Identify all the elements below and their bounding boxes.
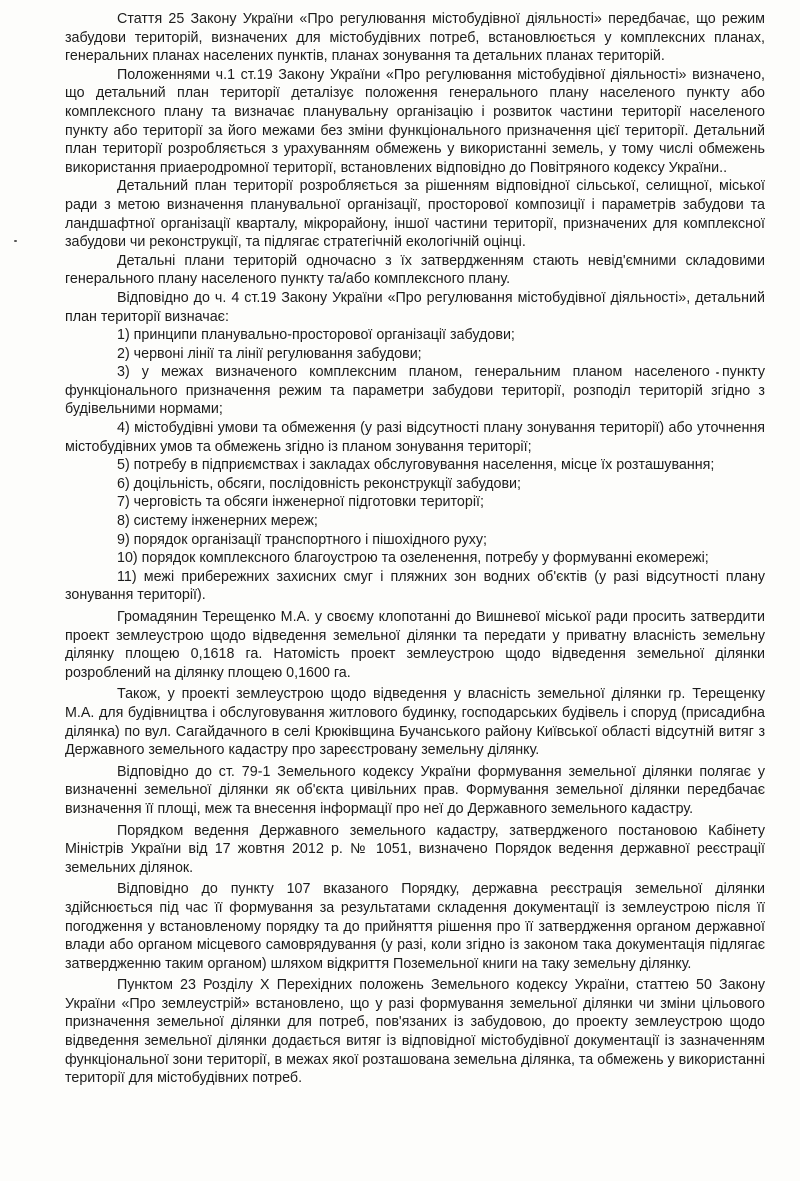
paragraph: Детальний план території розробляється за рішенням відповідної сільської, селищної, міської ради з метою визначення планувальної організації, просторової композиції і параметрів забудови та ландшафтної організації кварталу, мікрорайону, іншої частини території, призначених для комплексної забудови чи реконструкції, та підлягає стратегічній екологічній оцінці. bbox=[65, 178, 765, 251]
list-item: 10) порядок комплексного благоустрою та озеленення, потребу у формуванні екомережі; bbox=[117, 550, 709, 567]
document-body bbox=[65, 10, 765, 1088]
list-item: 4) містобудівні умови та обмеження (у разі відсутності плану зонування території) або уточнення містобудівних умов та обмежень згідно із планом зонування території; bbox=[65, 420, 765, 455]
list-item: 2) червоні лінії та лінії регулювання забудови; bbox=[117, 345, 422, 362]
paragraph: Відповідно до ст. 79-1 Земельного кодексу України формування земельної ділянки полягає у визначенні земельної ділянки як об'єкта цивільних прав. Формування земельної ділянки передбачає визначення її площі, меж та внесення інформації про неї до Державного земельного кадастру. bbox=[65, 763, 765, 817]
list-item: 1) принципи планувально-просторової організації забудови; bbox=[117, 327, 515, 344]
list-item: 11) межі прибережних захисних смуг і пляжних зон водних об'єктів (у разі відсутності плану зонування території). bbox=[65, 568, 765, 604]
paragraph: Відповідно до ч. 4 ст.19 Закону України «Про регулювання містобудівної діяльності», детальний план території визначає: bbox=[65, 289, 765, 325]
paragraph: Громадянин Терещенко М.А. у своєму клопотанні до Вишневої міської ради просить затвердити проект землеустрою щодо відведення земельної ділянки та передати у приватну власність земельну ділянку площею 0,1618 га. Натомість проект землеустрою щодо відведення земельної ділянки розроблений на ділянку площею 0,1600 га. bbox=[65, 609, 765, 681]
paragraph: Пунктом 23 Розділу X Перехідних положень Земельного кодексу України, статтею 50 Закону України «Про землеустрій» встановлено, що у разі формування земельної ділянки чи зміни цільового призначення земельної ділянки для потреб, пов'язаних із забудовою, до проекту землеустрою щодо відведення земельної ділянки додається витяг із відповідної містобудівної документації із зазначенням функціональної зони території, в межах якої розташована земельна ділянка, та обмежень у використанні території для містобудівних потреб. bbox=[65, 977, 765, 1087]
paragraph: Положеннями ч.1 ст.19 Закону України «Про регулювання містобудівної діяльності» визначено, що детальний план території деталізує положення генерального плану населеного пункту або комплексного плану та визначає планувальну організацію і розвиток частини території населеного пункту або території за його межами без зміни функціонального призначення цієї території. Детальний план території розробляється з урахуванням обмежень у використанні земель, у тому числі обмежень використання приаеродромної території, встановлених відповідно до Повітряного кодексу України.. bbox=[65, 66, 765, 176]
paragraph: Стаття 25 Закону України «Про регулювання містобудівної діяльності» передбачає, що режим забудови територій, визначених для містобудівних потреб, встановлюється у комплексних планах, генеральних планах населених пунктів, планах зонування та детальних планах територій. bbox=[65, 11, 765, 65]
list-item: 9) порядок організації транспортного і пішохідного руху; bbox=[117, 531, 487, 548]
list-item: 5) потребу в підприємствах і закладах обслуговування населення, місце їх розташування; bbox=[117, 457, 715, 474]
list-item: 8) систему інженерних мереж; bbox=[117, 513, 318, 530]
paragraph: Детальні плани територій одночасно з їх затвердженням стають невід'ємними складовими генерального плану населеного пункту та/або комплексного плану. bbox=[65, 252, 765, 288]
list-item: 3) у межах визначеного комплексним планом, генеральним планом населеного пункту функціонального призначення режим та параметри забудови території, розподіл територій згідно з будівельними нормами; bbox=[65, 364, 765, 418]
paragraph: Також, у проекті землеустрою щодо відведення у власність земельної ділянки гр. Терещенку М.А. для будівництва і обслуговування житлового будинку, господарських будівель і споруд (присадибна ділянка) по вул. Сагайдачного в селі Крюківщина Бучанського району Київської області відсутній витяг з Державного земельного кадастру про зареєстровану земельну ділянку. bbox=[65, 686, 765, 759]
scan-speck bbox=[14, 240, 17, 242]
paragraph: Порядком ведення Державного земельного кадастру, затвердженого постановою Кабінету Міністрів України від 17 жовтня 2012 р. № 1051, визначено Порядок ведення державної реєстрації земельних ділянок. bbox=[65, 822, 765, 876]
list-item: 7) черговість та обсяги інженерної підготовки території; bbox=[117, 494, 484, 511]
list-item: 6) доцільність, обсяги, послідовність реконструкції забудови; bbox=[117, 475, 522, 492]
paragraph: Відповідно до пункту 107 вказаного Порядку, державна реєстрація земельної ділянки здійснюється під час її формування за результатами складення документації із землеустрою після її погодження у встановленому порядку та до прийняття рішення про її затвердження органом державної влади або органом місцевого самоврядування (у разі, коли згідно із законом така документація підлягає затвердженню таким органом) шляхом відкриття Поземельної книги на таку земельну ділянку. bbox=[65, 881, 765, 972]
